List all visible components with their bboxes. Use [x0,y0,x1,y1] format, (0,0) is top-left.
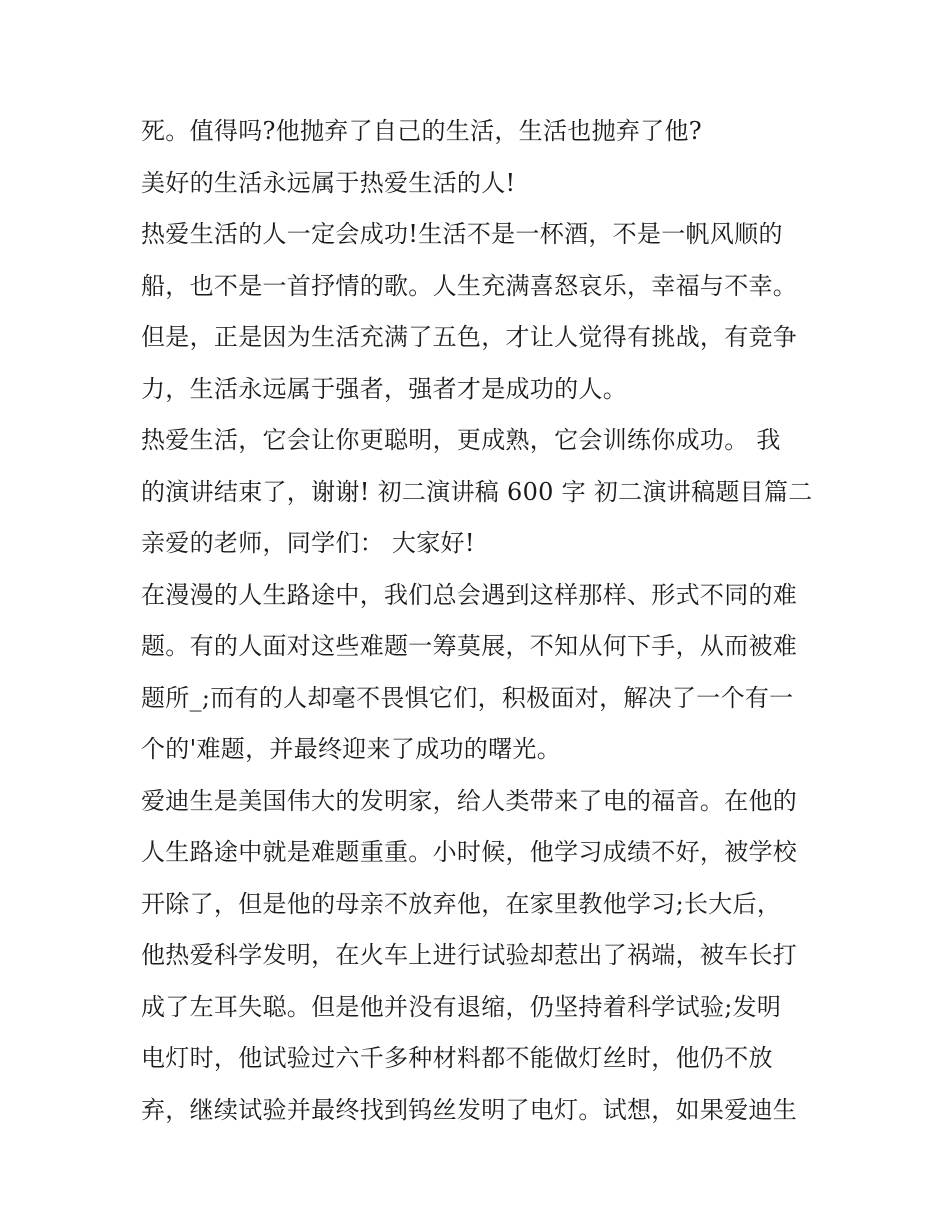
text-line-19: 电灯时，他试验过六千多种材料都不能做灯丝时，他仍不放 [141,1044,773,1072]
text-line-6: 力，生活永远属于强者，强者才是成功的人。 [141,374,627,403]
text-line-8: 的演讲结束了，谢谢! 初二演讲稿 600 字 初二演讲稿题目篇二 [141,477,813,506]
text-line-9: 亲爱的老师，同学们： 大家好! [141,529,475,557]
text-line-10: 在漫漫的人生路途中，我们总会遇到这样那样、形式不同的难 [141,580,798,609]
text-line-5: 但是，正是因为生活充满了五色，才让人觉得有挑战，有竞争 [141,323,798,351]
document-body [141,106,821,1136]
text-line-13: 个的'难题，并最终迎来了成功的曙光。 [141,735,561,763]
text-line-3: 热爱生活的人一定会成功!生活不是一杯酒，不是一帆风顺的 [141,220,783,248]
text-line-17: 他热爱科学发明，在火车上进行试验却惹出了祸端，被车长打 [141,941,798,969]
text-line-12: 题所_;而有的人却毫不畏惧它们，积极面对，解决了一个有一 [141,683,794,712]
text-line-14: 爱迪生是美国伟大的发明家，给人类带来了电的福音。在他的 [141,786,798,815]
text-line-16: 开除了，但是他的母亲不放弃他，在家里教他学习;长大后， [141,889,782,918]
text-line-4: 船，也不是一首抒情的歌。人生充满喜怒哀乐，幸福与不幸。 [141,271,798,300]
text-line-15: 人生路途中就是难题重重。小时候，他学习成绩不好，被学校 [141,838,798,866]
text-line-11: 题。有的人面对这些难题一筹莫展，不知从何下手，从而被难 [141,632,798,660]
text-line-20: 弃，继续试验并最终找到钨丝发明了电灯。试想，如果爱迪生 [141,1095,798,1124]
text-line-7: 热爱生活，它会让你更聪明，更成熟，它会训练你成功。 我 [141,426,781,454]
text-line-18: 成了左耳失聪。但是他并没有退缩，仍坚持着科学试验;发明 [141,992,782,1021]
text-line-2: 美好的生活永远属于热爱生活的人! [141,168,516,197]
text-line-1: 死。值得吗?他抛弃了自己的生活，生活也抛弃了他? [141,117,702,145]
